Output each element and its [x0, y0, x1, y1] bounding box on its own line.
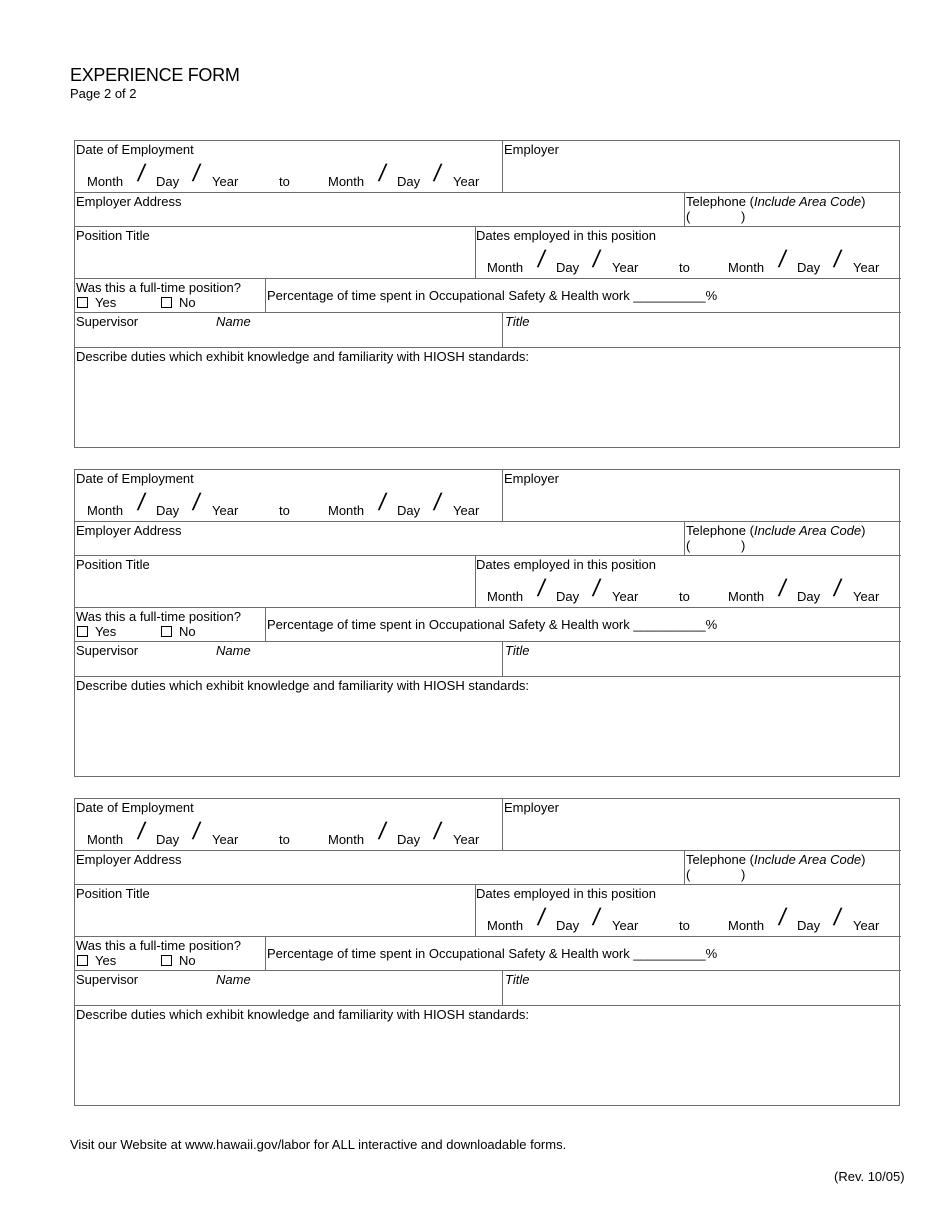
area-code-hint: Include Area Code — [753, 852, 862, 867]
column-divider — [684, 521, 685, 555]
yes-label: Yes — [95, 624, 117, 639]
row-divider — [75, 936, 901, 937]
revision-label: (Rev. 10/05) — [834, 1169, 905, 1184]
employer-field[interactable]: Employer — [504, 471, 559, 486]
column-divider — [502, 312, 503, 347]
date-of-employment-label: Date of Employment — [76, 142, 194, 157]
telephone-label-close: ) — [861, 523, 866, 538]
column-divider — [265, 936, 266, 970]
dates-employed-label: Dates employed in this position — [476, 886, 656, 901]
phone-paren-open: ( — [686, 538, 691, 553]
full-time-question: Was this a full-time position? — [76, 609, 241, 624]
date-slash: / — [776, 246, 789, 273]
website-footer: Visit our Website at www.hawaii.gov/labor for ALL interactive and downloadable forms. — [70, 1137, 567, 1152]
to-label: to — [679, 918, 690, 933]
yes-checkbox[interactable] — [77, 626, 88, 637]
yes-checkbox[interactable] — [77, 955, 88, 966]
date-slash: / — [535, 575, 548, 602]
end-year-label: Year — [453, 174, 480, 189]
date-slash: / — [376, 489, 389, 516]
telephone-field[interactable] — [686, 523, 866, 538]
full-time-question: Was this a full-time position? — [76, 938, 241, 953]
no-label: No — [179, 295, 196, 310]
start-month-label: Month — [87, 832, 124, 847]
row-divider — [75, 192, 901, 193]
yes-checkbox[interactable] — [77, 297, 88, 308]
date-slash: / — [190, 818, 203, 845]
position-title-field[interactable]: Position Title — [76, 228, 150, 243]
row-divider — [75, 347, 901, 348]
end-month-label: Month — [328, 174, 365, 189]
row-divider — [75, 641, 901, 642]
employer-field[interactable]: Employer — [504, 142, 559, 157]
start-month-label: Month — [87, 503, 124, 518]
column-divider — [265, 607, 266, 641]
start-month-label: Month — [87, 174, 124, 189]
experience-block-2 — [74, 469, 900, 777]
supervisor-label: Supervisor — [76, 643, 139, 658]
start-year-label: Year — [612, 260, 639, 275]
percentage-field[interactable]: Percentage of time spent in Occupational Safety & Health work __________% — [267, 288, 718, 303]
position-title-field[interactable]: Position Title — [76, 557, 150, 572]
employer-field[interactable]: Employer — [504, 800, 559, 815]
no-checkbox[interactable] — [161, 297, 172, 308]
end-month-label: Month — [728, 918, 765, 933]
end-year-label: Year — [853, 260, 880, 275]
end-month-label: Month — [328, 832, 365, 847]
date-slash: / — [190, 489, 203, 516]
experience-block-1 — [74, 140, 900, 448]
dates-employed-label: Dates employed in this position — [476, 228, 656, 243]
supervisor-title-field[interactable]: Title — [505, 314, 530, 329]
duties-field[interactable]: Describe duties which exhibit knowledge and familiarity with HIOSH standards: — [76, 1007, 530, 1022]
supervisor-label: Supervisor — [76, 314, 139, 329]
form-title: EXPERIENCE FORM — [70, 65, 240, 85]
date-slash: / — [135, 489, 148, 516]
dates-employed-label: Dates employed in this position — [476, 557, 656, 572]
date-slash: / — [831, 575, 844, 602]
to-label: to — [679, 589, 690, 604]
employer-address-field[interactable]: Employer Address — [76, 523, 182, 538]
column-divider — [502, 141, 503, 192]
page-indicator: Page 2 of 2 — [70, 86, 137, 101]
date-slash: / — [831, 246, 844, 273]
date-slash: / — [431, 489, 444, 516]
full-time-question: Was this a full-time position? — [76, 280, 241, 295]
end-day-label: Day — [797, 260, 821, 275]
to-label: to — [679, 260, 690, 275]
yes-label: Yes — [95, 953, 117, 968]
column-divider — [265, 278, 266, 312]
end-year-label: Year — [853, 589, 880, 604]
phone-paren-close: ) — [741, 867, 746, 882]
employer-address-field[interactable]: Employer Address — [76, 852, 182, 867]
start-month-label: Month — [487, 918, 524, 933]
row-divider — [75, 850, 901, 851]
position-title-field[interactable]: Position Title — [76, 886, 150, 901]
end-day-label: Day — [397, 832, 421, 847]
telephone-label-close: ) — [861, 194, 866, 209]
date-of-employment-label: Date of Employment — [76, 471, 194, 486]
supervisor-name-field[interactable]: Name — [216, 643, 251, 658]
phone-paren-open: ( — [686, 867, 691, 882]
to-label: to — [279, 174, 290, 189]
start-day-label: Day — [556, 589, 580, 604]
to-label: to — [279, 503, 290, 518]
no-label: No — [179, 953, 196, 968]
column-divider — [684, 192, 685, 226]
to-label: to — [279, 832, 290, 847]
date-slash: / — [831, 904, 844, 931]
column-divider — [684, 850, 685, 884]
row-divider — [75, 607, 901, 608]
start-month-label: Month — [487, 589, 524, 604]
end-month-label: Month — [328, 503, 365, 518]
telephone-label-close: ) — [861, 852, 866, 867]
end-day-label: Day — [397, 174, 421, 189]
percentage-field[interactable]: Percentage of time spent in Occupational Safety & Health work __________% — [267, 946, 718, 961]
no-checkbox[interactable] — [161, 955, 172, 966]
date-slash: / — [135, 818, 148, 845]
start-day-label: Day — [156, 832, 180, 847]
end-year-label: Year — [453, 503, 480, 518]
area-code-hint: Include Area Code — [753, 523, 862, 538]
supervisor-title-field[interactable]: Title — [505, 972, 530, 987]
column-divider — [502, 470, 503, 521]
date-slash: / — [431, 160, 444, 187]
end-year-label: Year — [453, 832, 480, 847]
no-label: No — [179, 624, 196, 639]
row-divider — [75, 278, 901, 279]
date-slash: / — [431, 818, 444, 845]
percentage-field[interactable]: Percentage of time spent in Occupational Safety & Health work __________% — [267, 617, 718, 632]
duties-field[interactable]: Describe duties which exhibit knowledge and familiarity with HIOSH standards: — [76, 678, 530, 693]
column-divider — [502, 970, 503, 1005]
telephone-label: Telephone ( — [686, 194, 754, 209]
date-slash: / — [590, 246, 603, 273]
supervisor-name-field[interactable]: Name — [216, 972, 251, 987]
date-slash: / — [535, 246, 548, 273]
row-divider — [75, 521, 901, 522]
phone-paren-close: ) — [741, 209, 746, 224]
date-slash: / — [376, 160, 389, 187]
date-slash: / — [135, 160, 148, 187]
supervisor-name-field[interactable]: Name — [216, 314, 251, 329]
start-year-label: Year — [212, 503, 239, 518]
duties-field[interactable]: Describe duties which exhibit knowledge and familiarity with HIOSH standards: — [76, 349, 530, 364]
telephone-field[interactable] — [686, 194, 866, 209]
phone-paren-close: ) — [741, 538, 746, 553]
row-divider — [75, 226, 901, 227]
row-divider — [75, 676, 901, 677]
no-checkbox[interactable] — [161, 626, 172, 637]
supervisor-label: Supervisor — [76, 972, 139, 987]
date-slash: / — [590, 904, 603, 931]
experience-block-3 — [74, 798, 900, 1106]
start-year-label: Year — [212, 832, 239, 847]
area-code-hint: Include Area Code — [753, 194, 862, 209]
start-month-label: Month — [487, 260, 524, 275]
start-year-label: Year — [612, 918, 639, 933]
end-day-label: Day — [397, 503, 421, 518]
date-slash: / — [535, 904, 548, 931]
start-day-label: Day — [156, 174, 180, 189]
date-slash: / — [590, 575, 603, 602]
date-slash: / — [190, 160, 203, 187]
date-slash: / — [776, 904, 789, 931]
date-slash: / — [776, 575, 789, 602]
column-divider — [502, 641, 503, 676]
row-divider — [75, 970, 901, 971]
row-divider — [75, 312, 901, 313]
start-year-label: Year — [212, 174, 239, 189]
telephone-label: Telephone ( — [686, 852, 754, 867]
yes-label: Yes — [95, 295, 117, 310]
row-divider — [75, 1005, 901, 1006]
date-slash: / — [376, 818, 389, 845]
supervisor-title-field[interactable]: Title — [505, 643, 530, 658]
telephone-label: Telephone ( — [686, 523, 754, 538]
end-day-label: Day — [797, 918, 821, 933]
end-month-label: Month — [728, 589, 765, 604]
end-month-label: Month — [728, 260, 765, 275]
end-day-label: Day — [797, 589, 821, 604]
row-divider — [75, 555, 901, 556]
start-day-label: Day — [156, 503, 180, 518]
start-year-label: Year — [612, 589, 639, 604]
column-divider — [502, 799, 503, 850]
end-year-label: Year — [853, 918, 880, 933]
row-divider — [75, 884, 901, 885]
telephone-field[interactable] — [686, 852, 866, 867]
date-of-employment-label: Date of Employment — [76, 800, 194, 815]
start-day-label: Day — [556, 918, 580, 933]
employer-address-field[interactable]: Employer Address — [76, 194, 182, 209]
start-day-label: Day — [556, 260, 580, 275]
phone-paren-open: ( — [686, 209, 691, 224]
